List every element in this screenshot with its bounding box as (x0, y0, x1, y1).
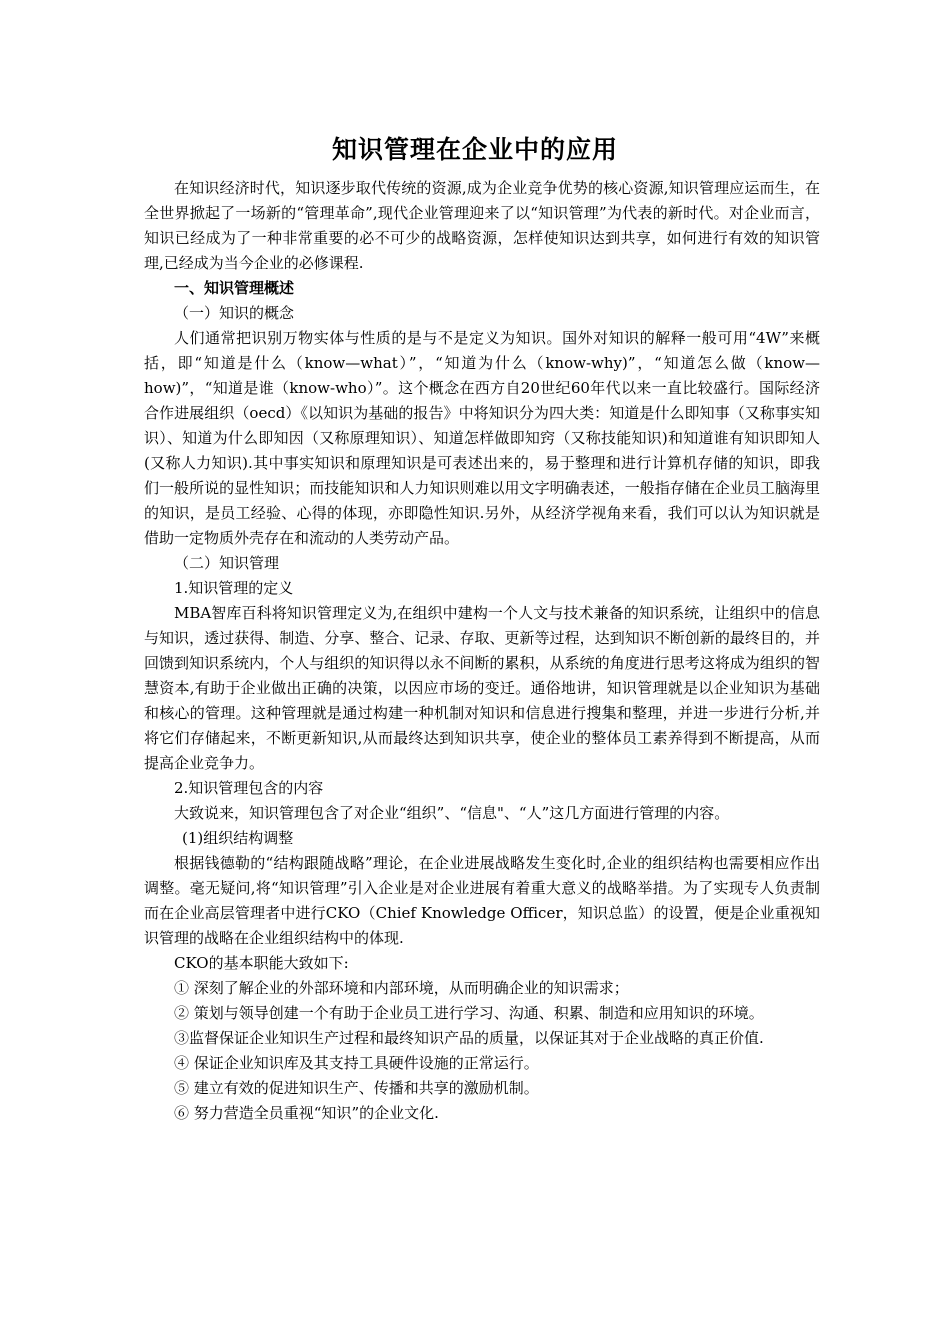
cko-duty-item: ① 深刻了解企业的外部环境和内部环境，从而明确企业的知识需求； (174, 979, 629, 997)
subsection-heading: （二）知识管理 (174, 554, 280, 572)
cko-intro: CKO的基本职能大致如下: (174, 954, 349, 972)
org-paragraph: 根据钱德勒的“结构跟随战略”理论，在企业进展战略发生变化时,企业的组织结构也需要相应作出调整。毫无疑问,将“知识管理”引入企业是对企业进展有着重大意义的战略举措。为了实现专人负责制而在企业高层管理者中进行CKO（Chief Knowledge Officer，知识总监）的设置，便是企业重视知识管理的战略在企业组织结构中的体现. (144, 854, 820, 947)
document-title: 知识管理在企业中的应用 (331, 135, 618, 164)
definition-paragraph: MBA智库百科将知识管理定义为,在组织中建构一个人文与技术兼备的知识系统，让组织中的信息与知识，透过获得、制造、分享、整合、记录、存取、更新等过程，达到知识不断创新的最终目的，并回馈到知识系统内，个人与组织的知识得以永不间断的累积，从系统的角度进行思考这将成为组织的智慧资本,有助于企业做出正确的决策，以因应市场的变迁。通俗地讲，知识管理就是以企业知识为基础和核心的管理。这种管理就是通过构建一种机制对知识和信息进行搜集和整理，并进一步进行分析,并将它们存储起来，不断更新知识,从而最终达到知识共享，使企业的整体员工素养得到不断提高，从而提高企业竞争力。 (144, 604, 820, 772)
subsection-heading: （一）知识的概念 (174, 304, 295, 322)
item-heading: 1.知识管理的定义 (174, 579, 294, 597)
cko-duty-item: ⑥ 努力营造全员重视“知识”的企业文化. (174, 1104, 439, 1122)
content-paragraph: 大致说来，知识管理包含了对企业“组织”、“信息"、“人”这几方面进行管理的内容。 (174, 804, 730, 822)
item-subheading: (1)组织结构调整 (182, 829, 294, 847)
cko-duty-item: ② 策划与领导创建一个有助于企业员工进行学习、沟通、积累、制造和应用知识的环境。 (174, 1004, 764, 1022)
cko-duty-item: ⑤ 建立有效的促进知识生产、传播和共享的激励机制。 (174, 1079, 539, 1097)
item-heading: 2.知识管理包含的内容 (174, 779, 324, 797)
cko-duty-item: ③监督保证企业知识生产过程和最终知识产品的质量，以保证其对于企业战略的真正价值. (174, 1029, 764, 1047)
section-heading: 一、知识管理概述 (174, 279, 295, 297)
cko-duty-item: ④ 保证企业知识库及其支持工具硬件设施的正常运行。 (174, 1054, 539, 1072)
intro-paragraph: 在知识经济时代，知识逐步取代传统的资源,成为企业竞争优势的核心资源,知识管理应运而生，在全世界掀起了一场新的“管理革命”,现代企业管理迎来了以“知识管理”为代表的新时代。对企业而言，知识已经成为了一种非常重要的必不可少的战略资源，怎样使知识达到共享，如何进行有效的知识管理,已经成为当今企业的必修课程. (144, 179, 820, 272)
document-body (144, 176, 820, 1126)
concept-paragraph: 人们通常把识别万物实体与性质的是与不是定义为知识。国外对知识的解释一般可用“4W”来概括，即“知道是什么（know—what）”，“知道为什么（know-why)”，“知道怎么做（know—how)”，“知道是谁（know-who）”。这个概念在西方自20世纪60年代以来一直比较盛行。国际经济合作进展组织（oecd）《以知识为基础的报告》中将知识分为四大类：知道是什么即知事（又称事实知识）、知道为什么即知因（又称原理知识）、知道怎样做即知窍（又称技能知识)和知道谁有知识即知人(又称人力知识).其中事实知识和原理知识是可表述出来的，易于整理和进行计算机存储的知识，即我们一般所说的显性知识；而技能知识和人力知识则难以用文字明确表述，一般指存储在企业员工脑海里的知识，是员工经验、心得的体现，亦即隐性知识.另外，从经济学视角来看，我们可以认为知识就是借助一定物质外壳存在和流动的人类劳动产品。 (144, 329, 820, 547)
